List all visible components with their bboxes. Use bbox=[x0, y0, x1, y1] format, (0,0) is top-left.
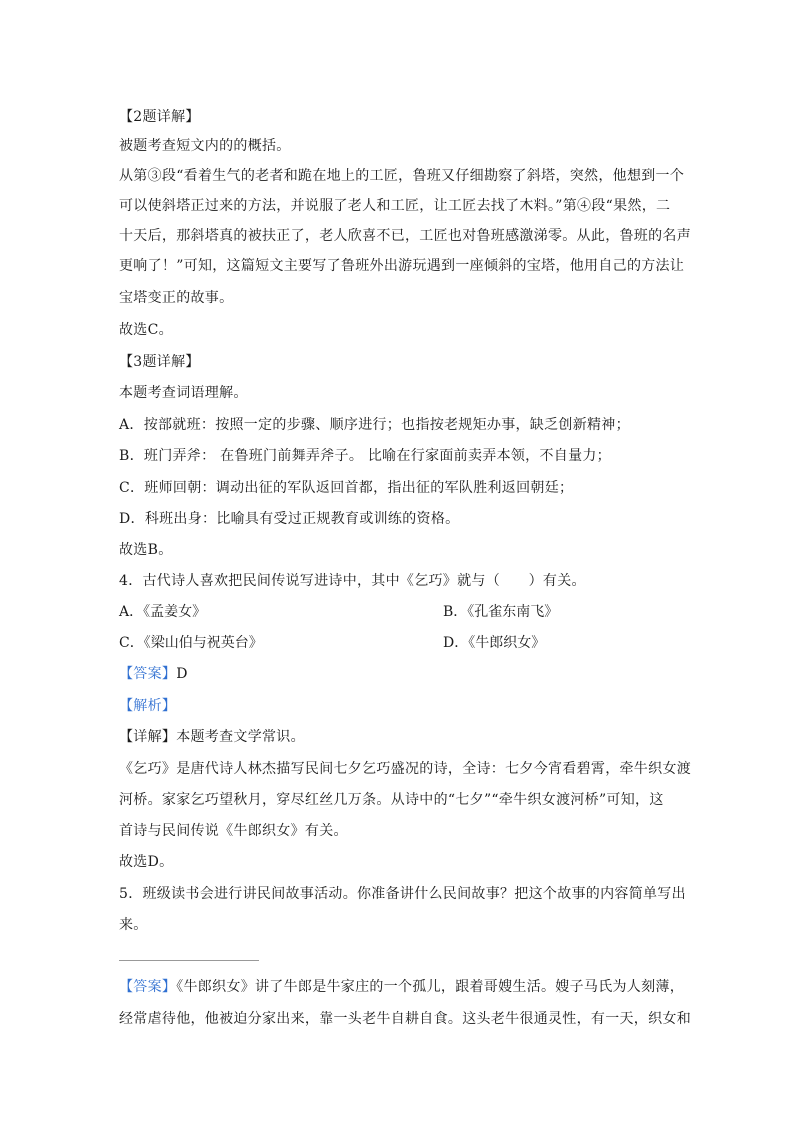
q3-heading: 【3题详解】 bbox=[119, 354, 200, 370]
answer-text: 《牛郎织女》讲了牛郎是牛家庄的一个孤儿，跟着哥嫂生活。嫂子马氏为人刻薄， bbox=[176, 979, 685, 995]
q5-stem-line: 来。 bbox=[119, 917, 148, 933]
q3-intro: 本题考查词语理解。 bbox=[119, 385, 248, 401]
q4-analysis-line bbox=[119, 697, 176, 715]
q2-body-line: 更响了！”可知，这篇短文主要写了鲁班外出游玩遇到一座倾斜的宝塔，他用自己的方法让 bbox=[119, 258, 685, 274]
q2-answer: 故选C。 bbox=[119, 322, 173, 338]
q2-heading: 【2题详解】 bbox=[119, 109, 200, 125]
q2-body-line: 宝塔变正的故事。 bbox=[119, 290, 234, 306]
q3-option: A．按部就班：按照一定的步骤、顺序进行；也指按老规矩办事，缺乏创新精神； bbox=[119, 417, 630, 433]
answer-tag: 【答案】 bbox=[119, 666, 177, 682]
q4-body-line: 《乞巧》是唐代诗人林杰描写民间七夕乞巧盛况的诗，全诗：七夕今宵看碧霄，牵牛织女渡 bbox=[119, 761, 691, 777]
q4-detail-line bbox=[119, 728, 305, 746]
q5-stem-line: 5．班级读书会进行讲民间故事活动。你准备讲什么民间故事？把这个故事的内容简单写出 bbox=[119, 886, 686, 902]
q4-answer-line bbox=[119, 665, 188, 683]
q2-intro: 被题考查短文内的的概括。 bbox=[119, 138, 291, 154]
answer-tag: 【答案】 bbox=[119, 979, 177, 995]
answer-value: D bbox=[176, 666, 188, 682]
q2-body-line: 十天后，那斜塔真的被扶正了，老人欣喜不已，工匠也对鲁班感激涕零。从此，鲁班的名声 bbox=[119, 228, 691, 244]
q3-answer: 故选B。 bbox=[119, 542, 173, 558]
q4-body-line: 河桥。家家乞巧望秋月，穿尽红丝几万条。从诗中的“七夕”“牵牛织女渡河桥”可知，这 bbox=[119, 792, 664, 808]
q2-body-line: 从第③段“看着生气的老者和跪在地上的工匠，鲁班又仔细勘察了斜塔，突然，他想到一个 bbox=[119, 168, 685, 184]
q3-option: B．班门弄斧： 在鲁班门前舞弄斧子。 比喻在行家面前卖弄本领，不自量力； bbox=[119, 448, 611, 464]
q4-stem: 4．古代诗人喜欢把民间传说写进诗中，其中《乞巧》就与（ ）有关。 bbox=[119, 573, 586, 589]
detail-text: 本题考查文学常识。 bbox=[176, 729, 305, 745]
q3-option: C．班师回朝：调动出征的军队返回首都，指出征的军队胜利返回朝廷； bbox=[119, 480, 574, 496]
q4-choice-d: D．《牛郎织女》 bbox=[443, 635, 546, 651]
q3-option: D．科班出身：比喻具有受过正规教育或训练的资格。 bbox=[119, 511, 460, 527]
q4-choice-a: A．《孟姜女》 bbox=[119, 604, 207, 620]
q4-choice-c: C．《梁山伯与祝英台》 bbox=[119, 635, 263, 651]
q4-answer: 故选D。 bbox=[119, 854, 174, 870]
q5-answer-line bbox=[119, 978, 684, 996]
q2-body-line: 可以使斜塔正过来的方法，并说服了老人和工匠，让工匠去找了木料。”第④段“果然，二 bbox=[119, 198, 671, 214]
detail-tag: 【详解】 bbox=[119, 729, 177, 745]
q4-body-line: 首诗与民间传说《牛郎织女》有关。 bbox=[119, 823, 348, 839]
footnote-divider bbox=[119, 960, 259, 961]
q5-answer-line: 经常虐待他，他被迫分家出来，靠一头老牛自耕自食。这头老牛很通灵性，有一天，织女和 bbox=[119, 1011, 691, 1027]
q4-choice-b: B．《孔雀东南飞》 bbox=[443, 604, 559, 620]
analysis-tag: 【解析】 bbox=[119, 698, 177, 714]
